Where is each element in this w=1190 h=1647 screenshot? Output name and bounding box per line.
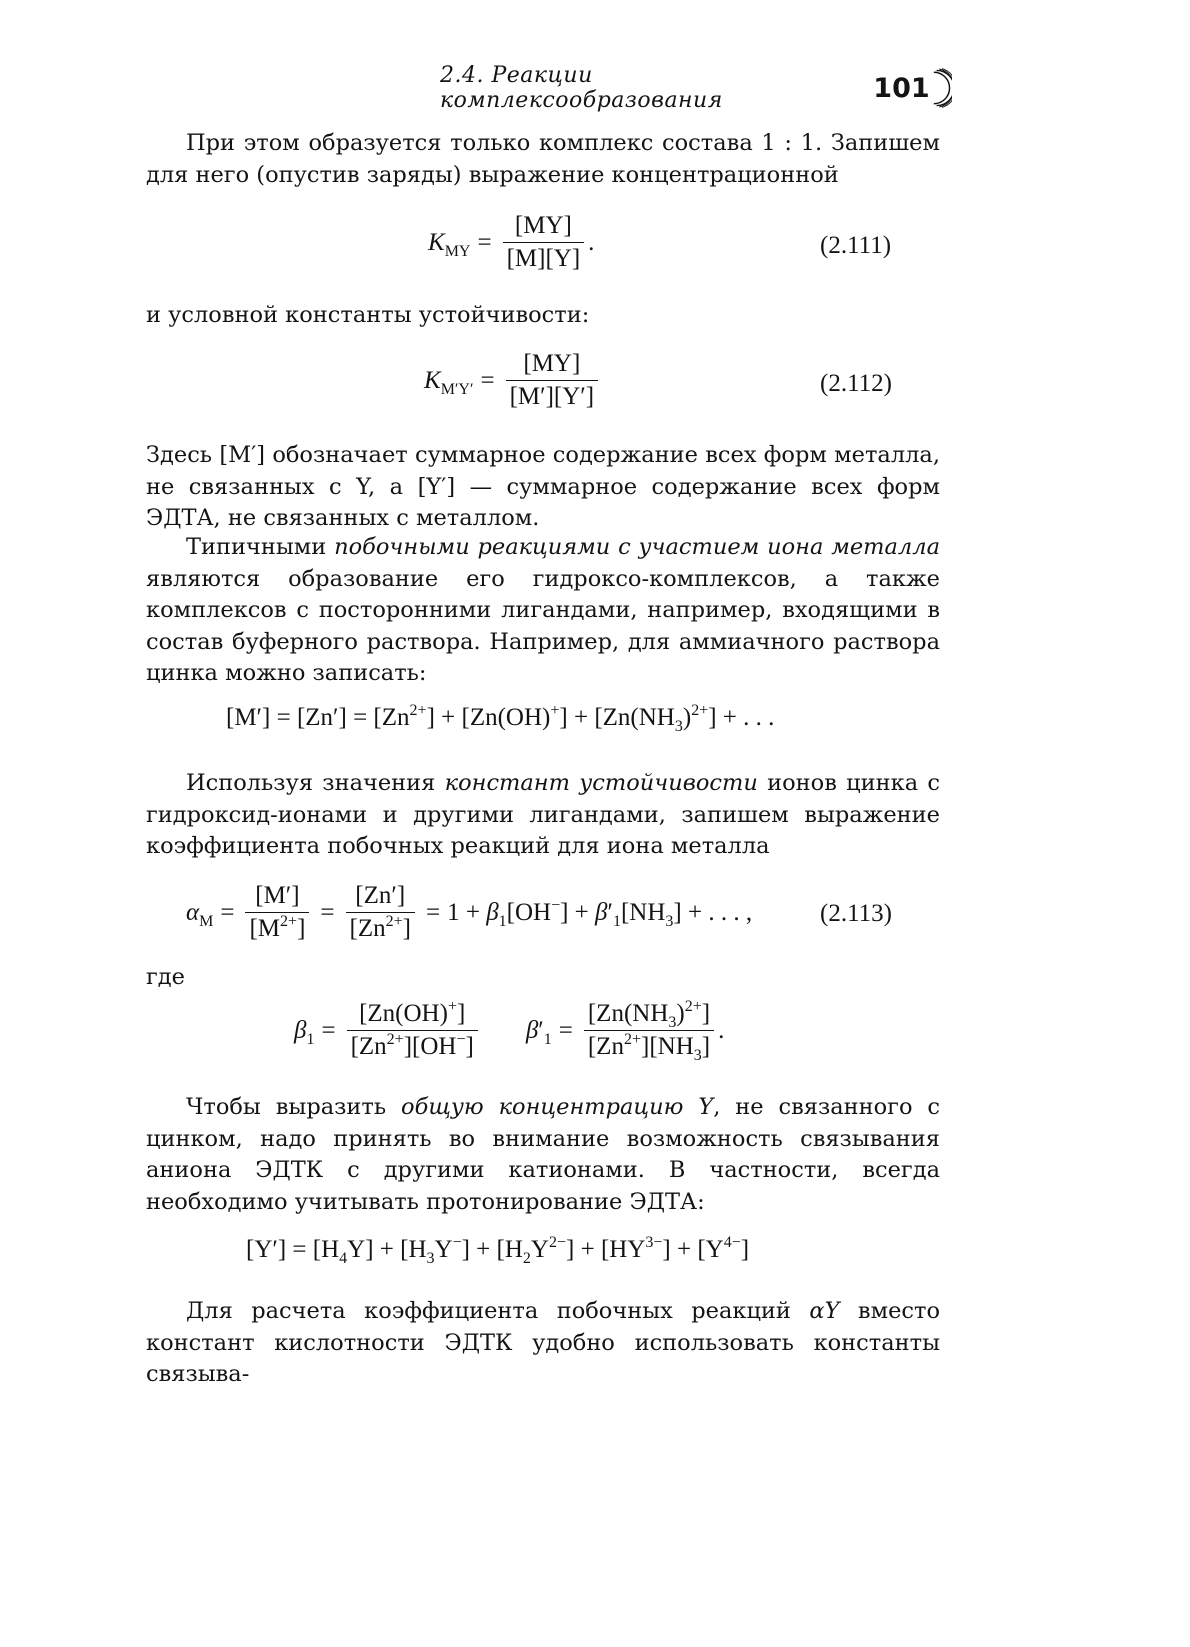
equation-number-2-111: (2.111) [820, 232, 892, 259]
paragraph-alpha-y: Для расчета коэффициента побочных реакций αY вместо констант кислотности ЭДТК удобно использовать константы связыва- [146, 1298, 941, 1387]
paragraph-conditional-constant: и условной константы устойчивости: [146, 302, 590, 328]
paragraph-where: где [146, 964, 185, 990]
running-header [440, 63, 952, 113]
equation-2-112: $K_{M'Y'}$ = $\frac{[MY]}{[M'][Y']}$ [424, 350, 602, 411]
page-number: 101 [873, 72, 930, 104]
equation-2-111: $K_{MY}$ = $\frac{[MY]}{[M][Y]}$ . [428, 212, 595, 272]
fraction-conditional: $\frac{[MY]}{[M'][Y']}$ [506, 350, 599, 411]
alpha-m-symbol: $\alpha_M$ [186, 898, 214, 930]
k-conditional-symbol: $K_{M'Y'}$ [424, 366, 474, 398]
equation-number-2-112: (2.112) [820, 370, 892, 397]
paragraph-side-reactions: Типичными побочными реакциями с участием иона металла являются образование его гидроксо-комплексов, а также комплексов с посторонними лигандами, например, входящими в состав буферного раствора. Например, для аммиачного раствора цинка можно записать: [146, 534, 940, 686]
paragraph-stability-constants: Используя значения констант устойчивости ионов цинка с гидроксид-ионами и другими лигандами, запишем выражение коэффициента побочных реакций для иона металла [146, 770, 941, 859]
equation-zinc-forms: $[M'] = [Zn'] = [Zn^{2+}] + [Zn(OH)^+] + [Zn(NH_3)^{2+}]$ + . . . [226, 702, 775, 735]
equation-beta-definitions: $\beta_1$ = $\frac{[Zn(OH)^+]}{[Zn^{2+}][OH^-]}$ $\beta'_1$ = $\frac{[Zn(NH_3)^{2+}]}{[Zn^{2+}][NH_3]}$ . [294, 998, 725, 1064]
page-number-arcs-icon [932, 67, 952, 109]
paragraph-total-concentration: Чтобы выразить общую концентрацию Y, не связанного с цинком, надо принять во внимание возможность связывания аниона ЭДТК с другими катионами. В частности, всегда необходимо учитывать протонирование ЭДТА: [146, 1094, 941, 1215]
fraction-my: $\frac{[MY]}{[M][Y]}$ [503, 212, 585, 273]
k-my-symbol: $K_{MY}$ [428, 228, 471, 260]
paragraph-definitions: Здесь [M′] обозначает суммарное содержание всех форм металла, не связанных с Y, а [Y′] — суммарное содержание всех форм ЭДТА, не связанных с металлом. [146, 442, 940, 531]
equation-number-2-113: (2.113) [820, 900, 892, 927]
equation-2-113: $\alpha_M$ = $\frac{[M']}{[M^{2+}]}$ = $\frac{[Zn']}{[Zn^{2+}]}$ = $1 + \beta_1[OH^-] + \beta'_1[NH_3]$ + . . . , [186, 882, 753, 942]
running-title: 2.4. Реакции комплексообразования [440, 63, 723, 113]
paragraph-intro: При этом образуется только комплекс состава 1 : 1. Запишем для него (опустив заряды) выражение концентрационной [146, 130, 940, 188]
equation-edta-forms: $[Y'] = [H_4Y] + [H_3Y^-] + [H_2Y^{2-}] + [HY^{3-}] + [Y^{4-}]$ [246, 1234, 750, 1267]
